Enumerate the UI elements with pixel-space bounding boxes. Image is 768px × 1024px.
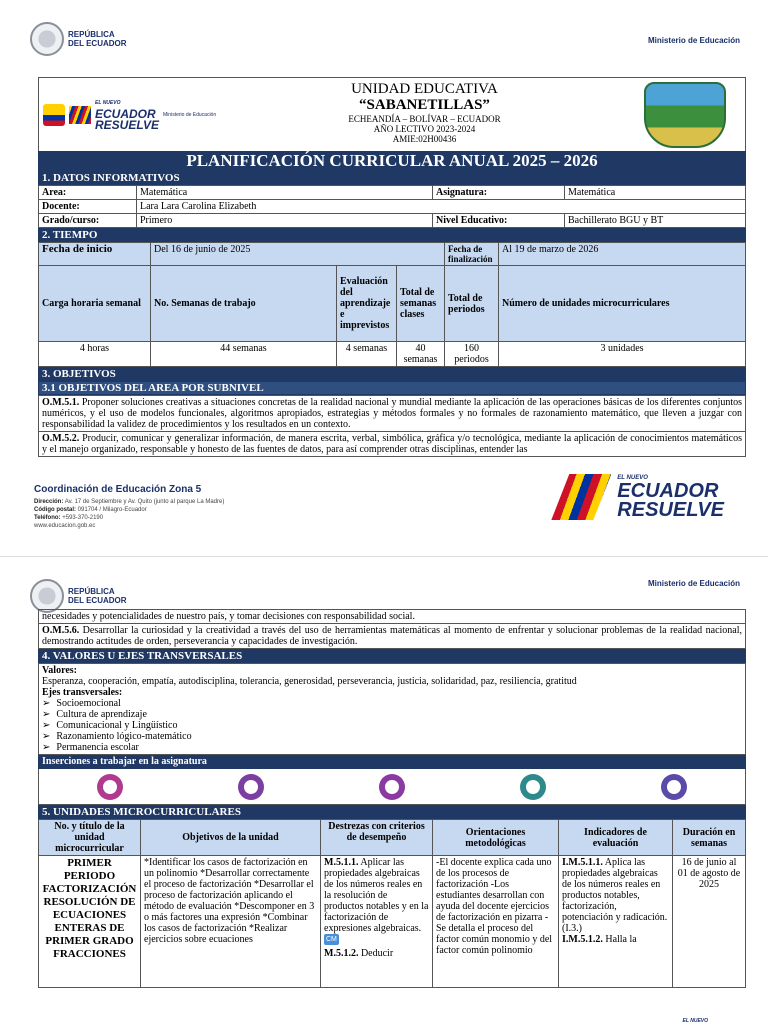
list-item: ➢ Razonamiento lógico-matemático bbox=[42, 731, 742, 742]
objetivo-om51: O.M.5.1. Proponer soluciones creativas a situaciones concretas de la realidad nacional y mundial mediante la aplicación de las operaciones básicas de los diferentes conjuntos numéricos, y el uso de modelos funcionales, algoritmos apropiados, estrategias y métodos formales y no formales de razonamiento matemático, que lleven a juzgar con responsabilidad la validez de procedimientos y los resultados en un contexto. bbox=[39, 396, 746, 432]
grado-label: Grado/curso: bbox=[39, 214, 137, 228]
tiempo-value-4: 160 periodos bbox=[445, 342, 499, 367]
republica-logo-2: REPÚBLICA DEL ECUADOR bbox=[30, 579, 127, 613]
objetivos-table bbox=[38, 395, 746, 457]
coordinacion: Coordinación de Educación Zona 5 bbox=[34, 484, 202, 495]
fin-value: Al 19 de marzo de 2026 bbox=[499, 243, 746, 266]
school-header-logos bbox=[39, 78, 224, 151]
section-datos: 1. DATOS INFORMATIVOS bbox=[38, 171, 746, 185]
unidades-header-0: No. y título de la unidad microcurricular bbox=[39, 820, 141, 856]
insercion-3-icon bbox=[379, 774, 405, 800]
ejes-label: Ejes transversales: bbox=[42, 687, 123, 698]
ecuador-resuelve-big-logo: EL NUEVO ECUADOR RESUELVE bbox=[551, 474, 724, 520]
inicio-label: Fecha de inicio bbox=[39, 243, 151, 266]
section-objetivos: 3. OBJETIVOS bbox=[38, 367, 746, 381]
republica-text: REPÚBLICA bbox=[68, 30, 115, 39]
insercion-5-icon bbox=[661, 774, 687, 800]
list-item: ➢ Socioemocional bbox=[42, 698, 742, 709]
website-link[interactable]: www.educacion.gob.ec bbox=[34, 523, 96, 529]
school-info bbox=[224, 78, 625, 151]
planning-document-2 bbox=[38, 609, 746, 988]
valores-text: Esperanza, cooperación, empatía, autodisciplina, tolerancia, generosidad, perseverancia, justicia, solidaridad, paz, resiliencia, gratitud bbox=[42, 676, 577, 687]
school-year: AÑO LECTIVO 2023-2024 bbox=[373, 124, 476, 134]
inserciones-label: Inserciones a trabajar en la asignatura bbox=[38, 755, 746, 769]
planning-document bbox=[38, 77, 746, 457]
unidad-destrezas: M.5.1.1. Aplicar las propiedades algebraicas de los números reales en la resolución de productos notables y en la factorización de expresiones algebraicas. CM M.5.1.2. Deducir bbox=[321, 856, 433, 988]
school-amie: AMIE:02H00436 bbox=[392, 134, 457, 144]
el-nuevo-tag: EL NUEVO bbox=[682, 1018, 708, 1024]
list-item: ➢ Comunicacional y Lingüístico bbox=[42, 720, 742, 731]
school-location: ECHEANDÍA – BOLÍVAR – ECUADOR bbox=[348, 114, 501, 124]
resuelve-stripes-icon bbox=[69, 106, 91, 124]
republica-logo bbox=[30, 22, 127, 56]
unidades-header-1: Objetivos de la unidad bbox=[141, 820, 321, 856]
objetivo-om56: O.M.5.6. Desarrollar la curiosidad y la creatividad a través del uso de herramientas matemáticas al momento de enfrentar y solucionar problemas de la realidad nacional, demostrando actitudes de orden, perseverancia y capacidades de investigación. bbox=[39, 624, 746, 649]
tiempo-value-3: 40 semanas bbox=[397, 342, 445, 367]
cm-badge: CM bbox=[326, 936, 337, 943]
unidad-indicadores: I.M.5.1.1. Aplica las propiedades algebraicas de los números reales en productos notables, factorización, potenciación y radicación. (I.3.) I.M.5.1.2. Halla la bbox=[559, 856, 673, 988]
grado-value: Primero bbox=[137, 214, 433, 228]
unidad-educativa: UNIDAD EDUCATIVA bbox=[351, 81, 498, 97]
ecuador-resuelve-logo: EL NUEVO ECUADOR RESUELVE bbox=[95, 100, 160, 132]
tiempo-header-1: No. Semanas de trabajo bbox=[151, 266, 337, 342]
nivel-label: Nivel Educativo: bbox=[433, 214, 565, 228]
objetivo-om52: O.M.5.2. Producir, comunicar y generalizar información, de manera escrita, verbal, simbólica, gráfica y/o tecnológica, mediante la aplicación de conocimientos matemáticos y el manejo organizado, responsable y honesto de las fuentes de datos, para así comprender otras disciplinas, entender las bbox=[39, 432, 746, 457]
insercion-1-icon bbox=[97, 774, 123, 800]
coat-of-arms-icon bbox=[30, 579, 64, 613]
del-ecuador-text: DEL ECUADOR bbox=[68, 39, 127, 48]
unidad-orientaciones: -El docente explica cada uno de los procesos de factorización -Los estudiantes desarrollan con ayuda del docente ejercicios de factorización en pizarra -Se detalla el proceso del factor común monomio y del factor común polinomio bbox=[433, 856, 559, 988]
fin-label: Fecha de finalización bbox=[445, 243, 499, 266]
section-unidades: 5. UNIDADES MICROCURRICULARES bbox=[38, 805, 746, 819]
tiempo-value-5: 3 unidades bbox=[499, 342, 746, 367]
document-title: PLANIFICACIÓN CURRICULAR ANUAL 2025 – 2026 bbox=[38, 151, 746, 171]
inserciones-icons bbox=[38, 769, 746, 805]
nivel-value: Bachillerato BGU y BT bbox=[565, 214, 746, 228]
insercion-4-icon bbox=[520, 774, 546, 800]
unidades-header-2: Destrezas con criterios de desempeño bbox=[321, 820, 433, 856]
ecuador-flag-icon bbox=[43, 104, 65, 126]
school-crest-icon bbox=[644, 82, 726, 148]
unidades-header-5: Duración en semanas bbox=[673, 820, 746, 856]
tiempo-header-4: Total de periodos bbox=[445, 266, 499, 342]
school-header bbox=[38, 77, 746, 151]
ministerio-header: Ministerio de Educación bbox=[647, 36, 740, 45]
objetivo-om52-cont: necesidades y potencialidades de nuestro país, y tomar decisiones con responsabilidad social. bbox=[39, 610, 746, 624]
unidad-objetivos: *Identificar los casos de factorización en un polinomio *Desarrollar correctamente el proceso de factorización *Desarrollar el proceso de factorización aplicando el método de evaluación *Descomponer en 3 o más factores una expresión *Combinar los casos de factorización *Realizar ejercicios sobre ecuaciones bbox=[141, 856, 321, 988]
footer-contact: Coordinación de Educación Zona 5 Dirección: Av. 17 de Septiembre y Av. Quito (junto al parque La Madre) Código postal: 091704 / Milagro-Ecuador Teléfono: +593-370-2190 www.educacion.gob.ec bbox=[34, 484, 225, 529]
resuelve-stripes-big-icon bbox=[551, 474, 611, 520]
asignatura-value: Matemática bbox=[565, 186, 746, 200]
school-name: “SABANETILLAS” bbox=[359, 97, 490, 113]
valores-label: Valores: bbox=[42, 665, 77, 676]
objetivos-cont-table bbox=[38, 609, 746, 649]
unidades-header-4: Indicadores de evaluación bbox=[559, 820, 673, 856]
tiempo-value-1: 44 semanas bbox=[151, 342, 337, 367]
section-valores: 4. VALORES U EJES TRANSVERSALES bbox=[38, 649, 746, 663]
asignatura-label: Asignatura: bbox=[433, 186, 565, 200]
valores-table bbox=[38, 663, 746, 755]
tiempo-header-5: Número de unidades microcurriculares bbox=[499, 266, 746, 342]
area-label: Area: bbox=[39, 186, 137, 200]
area-value: Matemática bbox=[137, 186, 433, 200]
list-item: ➢ Permanencia escolar bbox=[42, 742, 742, 753]
tiempo-value-2: 4 semanas bbox=[337, 342, 397, 367]
list-item: ➢ Cultura de aprendizaje bbox=[42, 709, 742, 720]
unidad-titulo: PRIMER PERIODO FACTORIZACIÓN RESOLUCIÓN DE ECUACIONES ENTERAS DE PRIMER GRADO FRACCIONES bbox=[39, 856, 141, 988]
tiempo-value-0: 4 horas bbox=[39, 342, 151, 367]
tiempo-table bbox=[38, 242, 746, 367]
ministerio-header-2: Ministerio de Educación bbox=[647, 579, 740, 588]
unidades-header-3: Orientaciones metodológicas bbox=[433, 820, 559, 856]
tiempo-header-2: Evaluación del aprendizaje e imprevistos bbox=[337, 266, 397, 342]
inicio-value: Del 16 de junio de 2025 bbox=[151, 243, 445, 266]
unidades-table bbox=[38, 819, 746, 988]
ministerio-small: Ministerio de Educación bbox=[163, 111, 217, 118]
datos-table bbox=[38, 185, 746, 228]
ejes-list bbox=[42, 698, 742, 753]
tiempo-header-3: Total de semanas clases bbox=[397, 266, 445, 342]
section-tiempo: 2. TIEMPO bbox=[38, 228, 746, 242]
section-objetivos-sub: 3.1 OBJETIVOS DEL AREA POR SUBNIVEL bbox=[38, 381, 746, 395]
tiempo-header-0: Carga horaria semanal bbox=[39, 266, 151, 342]
docente-label: Docente: bbox=[39, 200, 137, 214]
insercion-2-icon bbox=[238, 774, 264, 800]
page-2 bbox=[0, 556, 768, 1024]
unidad-duracion: 16 de junio al 01 de agosto de 2025 bbox=[673, 856, 746, 988]
docente-value: Lara Lara Carolina Elizabeth bbox=[137, 200, 746, 214]
coat-of-arms-icon bbox=[30, 22, 64, 56]
